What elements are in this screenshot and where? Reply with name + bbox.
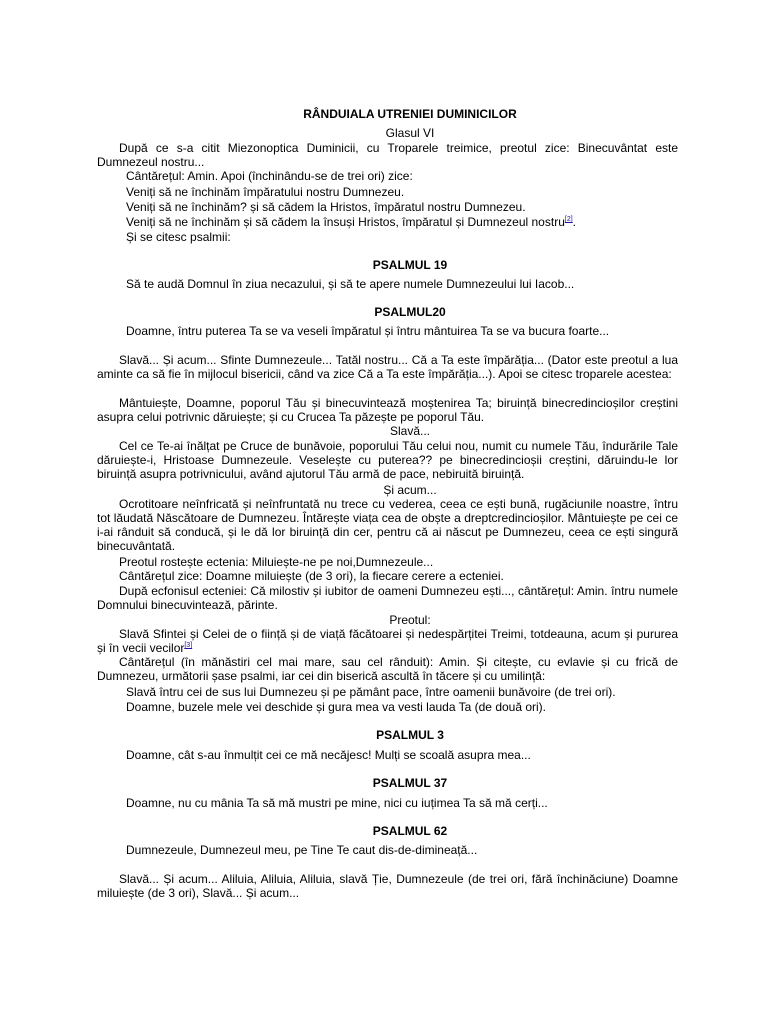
paragraph: După ecfonisul ecteniei: Că milostiv și iubitor de oameni Dumnezeu ești..., cântărețul: Amin. întru numele Domnului binecuvintează, părinte. — [97, 584, 678, 612]
rubric-line: Slavă întru cei de sus lui Dumnezeu și pe pământ pace, între oamenii bunăvoire (de trei ori). — [126, 685, 616, 699]
psalm-heading: PSALMUL 37 — [372, 776, 448, 790]
rubric-line: Preotul rostește ectenia: Miluiește-ne pe noi,Dumnezeule... — [119, 555, 434, 569]
psalm-heading: PSALMUL 62 — [372, 824, 448, 838]
paragraph: Cântărețul (în mănăstiri cel mai mare, sau cel rânduit): Amin. Și citește, cu evlavie și cu frică de Dumnezeu, următorii șase psalmi, iar cei din biserică ascultă în tăcere și cu umilință: — [97, 655, 678, 683]
rubric-line: Cântărețul zice: Doamne miluiește (de 3 ori), la fiecare cerere a ecteniei. — [119, 569, 504, 583]
psalm-text: Doamne, întru puterea Ta se va veseli împăratul și întru mântuirea Ta se va bucura foarte... — [126, 324, 610, 338]
psalm-text: Dumnezeule, Dumnezeul meu, pe Tine Te caut dis-de-dimineață... — [126, 843, 478, 857]
page-title: RÂNDUIALA UTRENIEI DUMINICILOR — [303, 107, 517, 121]
psalm-heading: PSALMUL 3 — [376, 728, 444, 742]
psalm-text: Doamne, cât s-au înmulțit cei ce mă necăjesc! Mulți se scoală asupra mea... — [126, 748, 531, 762]
intro-line-2: Veniți să ne închinăm împăratului nostru Dumnezeu. — [126, 185, 405, 199]
troparion-paragraph: Cel ce Te-ai înălțat pe Cruce de bunăvoie, poporului Tău celui nou, numit cu numele Tău, îndurările Tale dăruiește-i, Hristoase Dumnezeule. Veselește cu puterea?? pe binecredincioșii creștini, dăruindu-le lor biruință asupra potrivnicului, având ajutorul Tău armă de pace, nebiruită biruință. — [97, 439, 678, 481]
footnote-link[interactable]: [3] — [184, 642, 193, 649]
troparion-paragraph: Mântuiește, Doamne, poporul Tău și binecuvintează moștenirea Ta; biruință binecredincioșilor creștini asupra celui potrivnic dăruiește; și cu Crucea Ta păzește pe poporul Tău. — [97, 396, 678, 424]
theotokion-paragraph: Ocrotitoare neînfricată și neînfruntată nu trece cu vederea, ceea ce ești bună, rugăciunile noastre, întru tot lăudată Născătoare de Dumnezeu. Întărește viața cea de obște a dreptcredincioșilor. Mântuiește pe cei ce i-ai rânduit să conducă, și le dă lor biruință din cer, pentru că ai născut pe Dumnezeu, ceea ce ești singură binecuvântată. — [97, 497, 678, 553]
psalm-text: Să te audă Domnul în ziua necazului, și să te apere numele Dumnezeului lui Iacob... — [126, 277, 575, 291]
glas-label: Glasul VI — [385, 126, 435, 140]
intro-paragraph: După ce s-a citit Miezonoptica Duminicii, cu Troparele treimice, preotul zice: Binecuvântat este Dumnezeul nostru... — [97, 141, 678, 169]
intro-line-3: Veniți să ne închinăm? și să cădem la Hristos, împăratul nostru Dumnezeu. — [126, 200, 526, 214]
psalm-heading: PSALMUL 19 — [372, 258, 448, 272]
psalm-heading: PSALMUL20 — [374, 305, 446, 319]
paragraph: Slavă... Și acum... Sfinte Dumnezeule... Tatăl nostru... Că a Ta este împărăția... (Dator este preotul a lua aminte ca să fie în mijlocul bisericii, când va zice Că a Ta este împărăția...). Apoi se citesc troparele acestea: — [97, 353, 678, 381]
rubric-line: Doamne, buzele mele vei deschide și gura mea va vesti lauda Ta (de două ori). — [126, 700, 547, 714]
closing-paragraph: Slavă... Și acum... Aliluia, Aliluia, Aliluia, slavă Ție, Dumnezeule (de trei ori, fără închinăciune) Doamne miluiește (de 3 ori), Slavă... Și acum... — [97, 872, 678, 900]
intro-line-5: Și se citesc psalmii: — [126, 230, 231, 244]
preotul-label: Preotul: — [389, 613, 431, 627]
intro-line-1: Cântărețul: Amin. Apoi (închinându-se de trei ori) zice: — [126, 169, 413, 183]
psalm-text: Doamne, nu cu mânia Ta să mă mustri pe mine, nici cu iuțimea Ta să mă cerți... — [126, 796, 548, 810]
si-acum-label: Și acum... — [383, 483, 437, 497]
slava-label: Slavă... — [389, 424, 431, 438]
doxology-paragraph: Slavă Sfintei și Celei de o ființă și de viață făcătoarei și nedespărțitei Treimi, totdeauna, acum și pururea și în vecii vecilor[3] — [97, 627, 678, 655]
intro-line-4: Veniți să ne închinăm și să cădem la însuși Hristos, împăratul și Dumnezeul nostru[2]. — [126, 215, 577, 229]
footnote-link[interactable]: [2] — [564, 216, 573, 223]
